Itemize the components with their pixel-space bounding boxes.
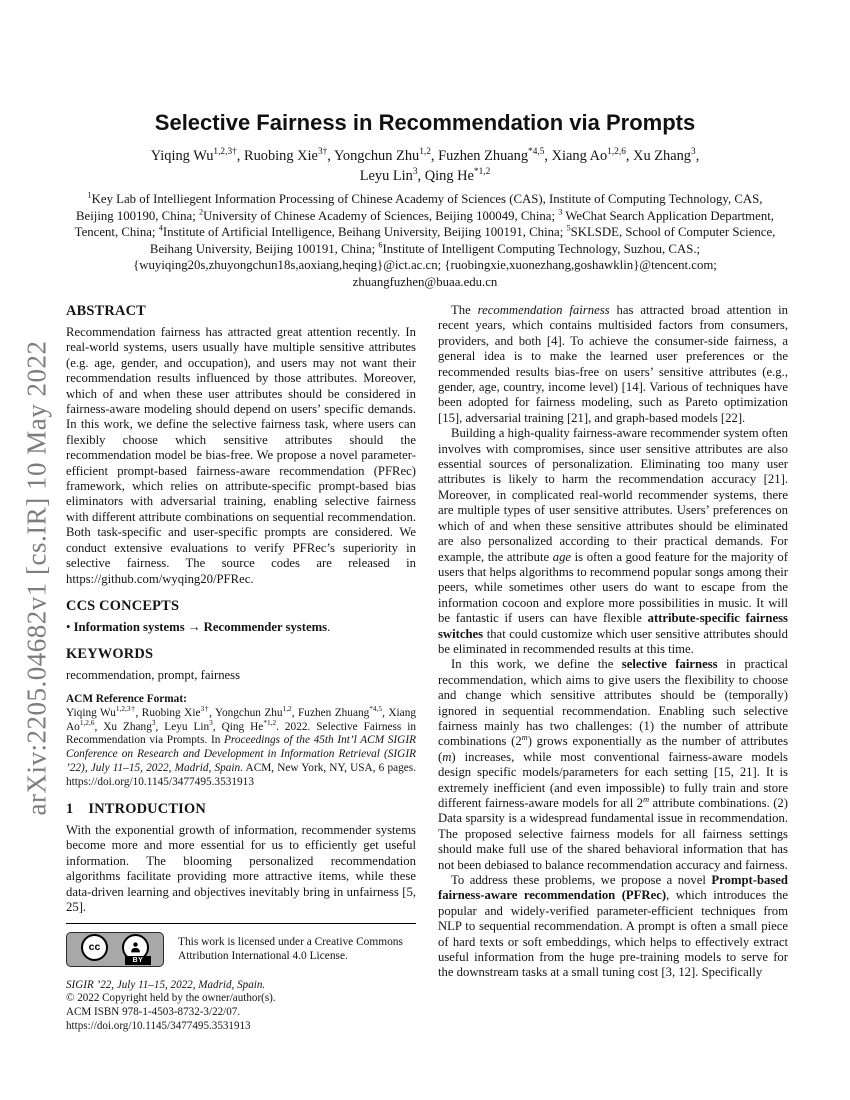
text-segment: 3 [151, 717, 156, 727]
text-segment: age [552, 549, 572, 564]
intro-paragraph-1 [438, 303, 788, 426]
text-segment: , Qing He [417, 167, 474, 184]
text-segment: • [66, 619, 74, 634]
footer-copyright: © 2022 Copyright held by the owner/author(s). [66, 992, 276, 1005]
text-segment: Building a high-quality fairness-aware recommender system often involves with compromises, since user sensitive attributes are also essential sources of personalization. Eliminating too many user attributes is likely to harm the recommendation accuracy [21]. Moreover, in complicated real-world recommender systems, there are multiple types of user sensitive attributes. Users’ preferences on which of and when these sensitive attributes should be eliminated are also personalized according to their practical demands. For example, the attribute [438, 426, 788, 564]
text-segment: 3† [200, 703, 210, 713]
text-segment: Key Lab of Intelliegent Information Processing of Chinese Academy of Sciences (CAS), Institute of Computing Technology, CAS, Beijing 100190, China; [76, 192, 763, 223]
text-segment: , Qing He [212, 720, 264, 733]
text-segment: . [250, 571, 254, 586]
paper-title: Selective Fairness in Recommendation via Prompts [154, 110, 696, 135]
text-segment: , Xu Zhang [94, 720, 152, 733]
text-segment: SKLSDE, School of Computer Science, Beihang University, Beijing 100191, China; [149, 225, 776, 256]
footnote-rule [66, 923, 416, 924]
text-segment: 3 [691, 147, 696, 158]
acm-reference-label: ACM Reference Format: [66, 692, 187, 705]
text-segment: *1,2 [473, 166, 491, 177]
text-segment: *1,2 [263, 717, 277, 727]
text-segment: selective fairness [621, 657, 718, 672]
text-segment: WeChat Search Application Department, Tencent, China; [74, 208, 774, 240]
text-segment: , Xiang Ao [544, 148, 608, 164]
footer-venue: SIGIR ’22, July 11–15, 2022, Madrid, Spain. [66, 978, 266, 991]
text-segment: 3 [412, 166, 418, 177]
text-segment: Information systems [73, 619, 185, 634]
acm-ref-doi-link[interactable]: https://doi.org/10.1145/3477495.3531913 [66, 776, 254, 789]
text-segment: , [695, 148, 700, 164]
text-segment: Institute of Artificial Intelligence, Beihang University, Beijing 100191, China; [162, 225, 567, 240]
text-segment: Proceedings of the 45th Int’l ACM SIGIR Conference on Research and Development in Information Retrieval (SIGIR ’22), July 11–15, 2022, Madrid, Spain. [66, 734, 416, 775]
text-segment: Prompt-based fairness-aware recommendation (PFRec) [438, 873, 788, 903]
footer-doi [66, 1020, 416, 1034]
text-segment: , Yongchun Zhu [327, 148, 420, 164]
cc-icon: cc [81, 934, 108, 961]
text-segment: , Yongchun Zhu [209, 706, 283, 719]
text-segment: recommendation fairness [477, 303, 610, 317]
footer-isbn: ACM ISBN 978-1-4503-8732-3/22/07. [66, 1005, 241, 1018]
text-segment: 6 [378, 240, 383, 250]
abstract-text [66, 325, 416, 587]
authors-line-2 [0, 167, 850, 187]
text-segment: Recommendation fairness has attracted great attention recently. In real-world systems, users usually have multiple sensitive attributes (e.g. age, gender, and occupation), and users may not want their recommendation results influenced by those attributes. Moreover, which of and when these user attributes should be considered in fairness-aware modeling should depend on users’ specific demands. In this work, we define the selective fairness task, where users can flexibly choose which sensitive attributes should the recommendation model be bias-free. We propose a novel parameter-efficient prompt-based fairness-aware recommendation (PFRec) framework, which relies on attribute-specific prompt-based bias eliminators with adversarial training, enabling selective fairness with different attribute combinations on sequential recommendation. Both task-specific and user-specific prompts are considered. We conduct extensive evaluations to verify PFRec’s superiority in selective fairness. The source codes are released in [66, 325, 416, 571]
intro-paragraph-4 [438, 873, 788, 981]
text-segment: attribute combinations. (2) Data sparsity is a widespread fundamental issue in recommendation. The proposed selective fairness models for all fairness settings should make full use of the shared behavioral information that has not been debiased to balance recommendation accuracy and fairness. [438, 796, 788, 872]
left-column [66, 303, 416, 1033]
text-segment: 1,2,3† [115, 703, 136, 713]
text-segment: m [521, 733, 528, 743]
text-segment: has attracted broad attention in recent years, which contains multisided factors from consumers, providers, and both [4]. To achieve the consumer-side fairness, a general idea is to make the learned user preferences or the recommended results bias-free on users’ sensitive attributes (e.g., gender, age, country, income level) [14]. Various of techniques have been adopted for fairness modeling, such as Pareto optimization [15], adversarial training [21], and graph-based models [22]. [438, 303, 789, 425]
text-segment: ) grows exponentially as the number of attributes ( [438, 734, 789, 764]
text-segment: The [451, 303, 478, 317]
text-segment: , Fuzhen Zhuang [291, 706, 370, 719]
text-segment: attribute-specific fairness switches [438, 611, 788, 641]
text-segment: m [442, 749, 452, 764]
text-segment: , Ruobing Xie [236, 148, 318, 164]
text-segment: 4 [158, 223, 163, 233]
author-block [0, 147, 850, 186]
text-segment: 2 [199, 207, 204, 217]
text-segment: 3 [558, 207, 563, 217]
intro-paragraph-2 [438, 426, 788, 657]
text-segment: 1,2,6 [607, 147, 626, 158]
abstract-heading: ABSTRACT [66, 303, 146, 319]
text-segment: 1,2,6 [79, 717, 95, 727]
text-segment: *4,5 [528, 147, 545, 158]
github-link[interactable]: https://github.com/wyqing20/PFRec [66, 571, 251, 586]
text-segment: Yiqing Wu [66, 706, 116, 719]
footer-doi-link[interactable]: https://doi.org/10.1145/3477495.3531913 [66, 1019, 251, 1032]
text-segment: To address these problems, we propose a novel [451, 873, 712, 888]
ccs-heading: CCS CONCEPTS [66, 597, 180, 614]
text-segment: , Xiang Ao [66, 706, 416, 733]
right-column [438, 303, 788, 1033]
text-segment: Leyu Lin [359, 167, 413, 184]
introduction-text: With the exponential growth of information, recommender systems become more and more essential for us to efficiently get useful information. The blooming personalized recommendation algorithms facilitate providing more attractive items, while these data-driven learning and objectives inevitably bring in unfairness [5, 25]. [66, 823, 416, 915]
text-segment: → [184, 619, 204, 634]
license-text: This work is licensed under a Creative Commons Attribution International 4.0 License. [178, 935, 403, 963]
text-segment: , which introduces the popular and widely-verified parameter-efficient techniques from NLP to sequential recommendation. A prompt is often a small piece of hard texts or soft embeddings, which helps to effectively extract useful information from the huge pre-training models to serve for the downstream tasks at a small tuning cost [3, 12]. Specifically [438, 888, 789, 980]
text-segment: , Xu Zhang [625, 148, 692, 164]
cc-by-label: BY [125, 956, 151, 965]
ccs-text [66, 620, 416, 635]
text-segment: , Ruobing Xie [135, 706, 201, 719]
copyright-footer [66, 979, 416, 1034]
text-segment: that could customize which user sensitive attributes should be eliminated in recommended results at this time. [438, 626, 788, 656]
text-segment: is often a good feature for the majority of users that helps algorithms to recommend popular songs among their peers, while sometimes other users do want to escape from the information cocoon and explore more possibilities in music. It will be fantastic if users can have flexible [438, 549, 788, 626]
text-segment: 5 [566, 223, 571, 233]
text-segment: 3† [317, 147, 328, 158]
text-segment: , Leyu Lin [155, 720, 210, 733]
text-segment: ACM, New York, NY, USA, 6 pages. [243, 762, 416, 775]
text-segment: 3 [209, 717, 213, 727]
authors-line-1 [0, 147, 850, 167]
text-segment: Yiqing Wu [150, 148, 214, 164]
keywords-heading: KEYWORDS [66, 646, 154, 663]
text-segment: 1,2 [282, 703, 292, 713]
introduction-heading [66, 801, 416, 818]
text-segment: ) increases, while most conventional fairness-aware models design specific models/parameters for each setting [15, 21]. It is extremely inefficient (and even impossible) to fully train and store different fairness-aware models for all 2 [438, 749, 788, 810]
text-segment: , Fuzhen Zhuang [430, 148, 529, 164]
text-segment: 1 [87, 190, 92, 200]
keywords-text: recommendation, prompt, fairness [66, 668, 241, 683]
section-number: 1 [66, 801, 74, 818]
text-segment: *4,5 [369, 703, 383, 713]
text-segment: . 2022. Selective Fairness in Recommendation via Prompts. In [66, 720, 417, 747]
text-segment: 1,2 [419, 147, 431, 158]
text-segment: Recommender systems [203, 619, 328, 634]
section-title: INTRODUCTION [88, 801, 206, 818]
text-segment: . [327, 619, 331, 634]
text-segment: m [643, 794, 650, 804]
two-column-body [66, 303, 788, 1033]
text-segment: in practical recommendation, which aims to give users the flexibility to choose and change which sensitive attributes should be (temporally) ignored in sequential recommendation. Enabling such selective fairness mainly has two challenges: (1) the number of attribute combinations (2 [438, 657, 788, 749]
acm-reference-text [66, 703, 417, 790]
arxiv-stamp: arXiv:2205.04682v1 [cs.IR] 10 May 2022 [21, 340, 52, 816]
affiliations [68, 191, 782, 291]
text-segment: 1,2,3† [213, 147, 237, 158]
intro-paragraph-3 [438, 657, 788, 873]
license-row [66, 932, 416, 967]
text-segment: Institute of Intelligent Computing Technology, Suzhou, CAS.; {wuyiqing20s,zhuyongchun18s,aoxiang,heqing}@ict.ac.cn; {ruobingxie,xuonezhang,goshawklin}@tencent.com; zhuangfuzhen@buaa.edu.cn [133, 241, 717, 289]
text-segment: In this work, we define the [451, 657, 622, 672]
text-segment: University of Chinese Academy of Sciences, Beijing 100049, China; [203, 208, 559, 223]
cc-license-badge[interactable] [66, 932, 164, 967]
paper-header [0, 0, 850, 291]
